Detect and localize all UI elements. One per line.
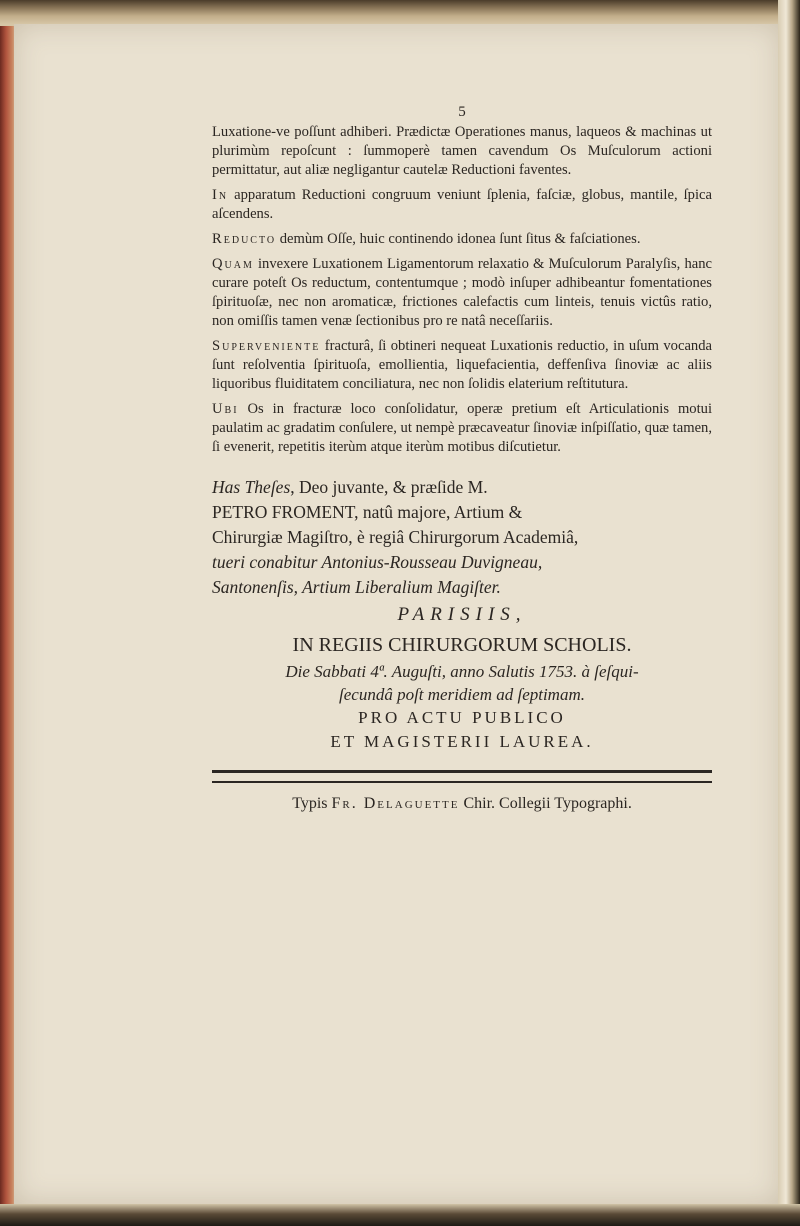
- printer-suffix: Chir. Collegii Typographi.: [463, 795, 632, 812]
- paragraph-6-text: Os in fracturæ loco conſolidatur, operæ pretium eſt Articulationis motui paulatim ac gradatim conſulere, ut nempè præcaveatur ſinoviæ inſpiſſatio, quæ tamen, ſi evenerit, repetitis iterùm atque iterùm motibus diſcutietur.: [212, 401, 712, 455]
- paragraph-5: [212, 337, 712, 394]
- paragraph-1-text: Luxatione-ve poſſunt adhiberi. Prædictæ Operationes manus, laqueos & machinas ut plurimùm repoſcunt : ſummoperè tamen cavendum Os Muſculorum actioni permittatur, aut aliæ negligantur cautelæ Reductioni faventes.: [212, 124, 712, 178]
- book-fore-edge: [778, 0, 800, 1226]
- book-bottom-edge: [0, 1204, 800, 1226]
- paragraph-5-text: fracturâ, ſi obtineri nequeat Luxationis reductio, in uſum vocanda ſunt reſolventia ſpirituoſa, emollientia, liquefacientia, deffenſiva ſinoviæ ac aliis liquoribus fluiditatem conciliatura, nec non ſolidis elaterium reſtitutura.: [212, 338, 712, 392]
- colophon-date-line-1: Die Sabbati 4ª. Auguſti, anno Salutis 1753. à ſeſqui-: [285, 662, 639, 681]
- paragraph-2: [212, 186, 712, 224]
- book-top-edge: [0, 0, 800, 26]
- colophon-line-4: tueri conabitur Antonius-Rousseau Duvigneau,: [212, 552, 543, 572]
- colophon-line-3: Chirurgiæ Magiſtro, è regiâ Chirurgorum Academiâ,: [212, 527, 579, 547]
- paragraph-5-lead: Superveniente: [212, 338, 321, 354]
- thesis-colophon: [212, 475, 712, 754]
- paper-page: [14, 24, 780, 1204]
- colophon-place: IN REGIIS CHIRURGORUM SCHOLIS.: [292, 634, 632, 656]
- paragraph-3: [212, 230, 712, 249]
- colophon-city: PARISIIS,: [397, 604, 527, 625]
- colophon-line-1: [212, 475, 712, 500]
- page-number: 5: [458, 104, 466, 120]
- printer-imprint: [212, 795, 712, 813]
- paragraph-6-lead: Ubi: [212, 401, 239, 417]
- paragraph-4: [212, 255, 712, 331]
- colophon-deo: , Deo juvante, & præſide M.: [290, 477, 488, 497]
- paragraph-4-text: invexere Luxationem Ligamentorum relaxatio & Muſculorum Paralyſis, hanc curare poteſt Os reductum, contentumque ; modò inſuper adhibeantur fomentationes ſpirituoſæ, nec non aromaticæ, frictiones calefactis cum linteis, tenuis victûs ratio, non omiſſis tamen venæ ſectionibus pro re natâ neceſſariis.: [212, 256, 712, 329]
- colophon-date-line-2: ſecundâ poſt meridiem ad ſeptimam.: [339, 685, 585, 704]
- paragraph-4-lead: Quam: [212, 256, 254, 272]
- printer-name: Fr. Delaguette: [331, 795, 460, 812]
- paragraph-3-text: demùm Oſſe, huic continendo idonea ſunt ſitus & faſciationes.: [276, 231, 641, 247]
- paragraph-2-text: apparatum Reductioni congruum veniunt ſplenia, faſciæ, globus, mantile, ſpica aſcendens.: [212, 187, 712, 222]
- printer-prefix: Typis: [292, 795, 328, 812]
- colophon-act-line-2: ET MAGISTERII LAUREA.: [330, 732, 594, 751]
- paragraph-1: [212, 123, 712, 180]
- page-content: [212, 104, 712, 813]
- paragraph-2-lead: In: [212, 187, 229, 203]
- colophon-theses: Has Theſes: [212, 477, 291, 497]
- colophon-line-5: Santonenſis, Artium Liberalium Magiſter.: [212, 577, 501, 597]
- colophon-act-line-1: PRO ACTU PUBLICO: [358, 708, 566, 727]
- double-rule-divider: [212, 770, 712, 783]
- paragraph-6: [212, 400, 712, 457]
- colophon-line-2: PETRO FROMENT, natû majore, Artium &: [212, 502, 523, 522]
- paragraph-3-lead: Reducto: [212, 231, 277, 247]
